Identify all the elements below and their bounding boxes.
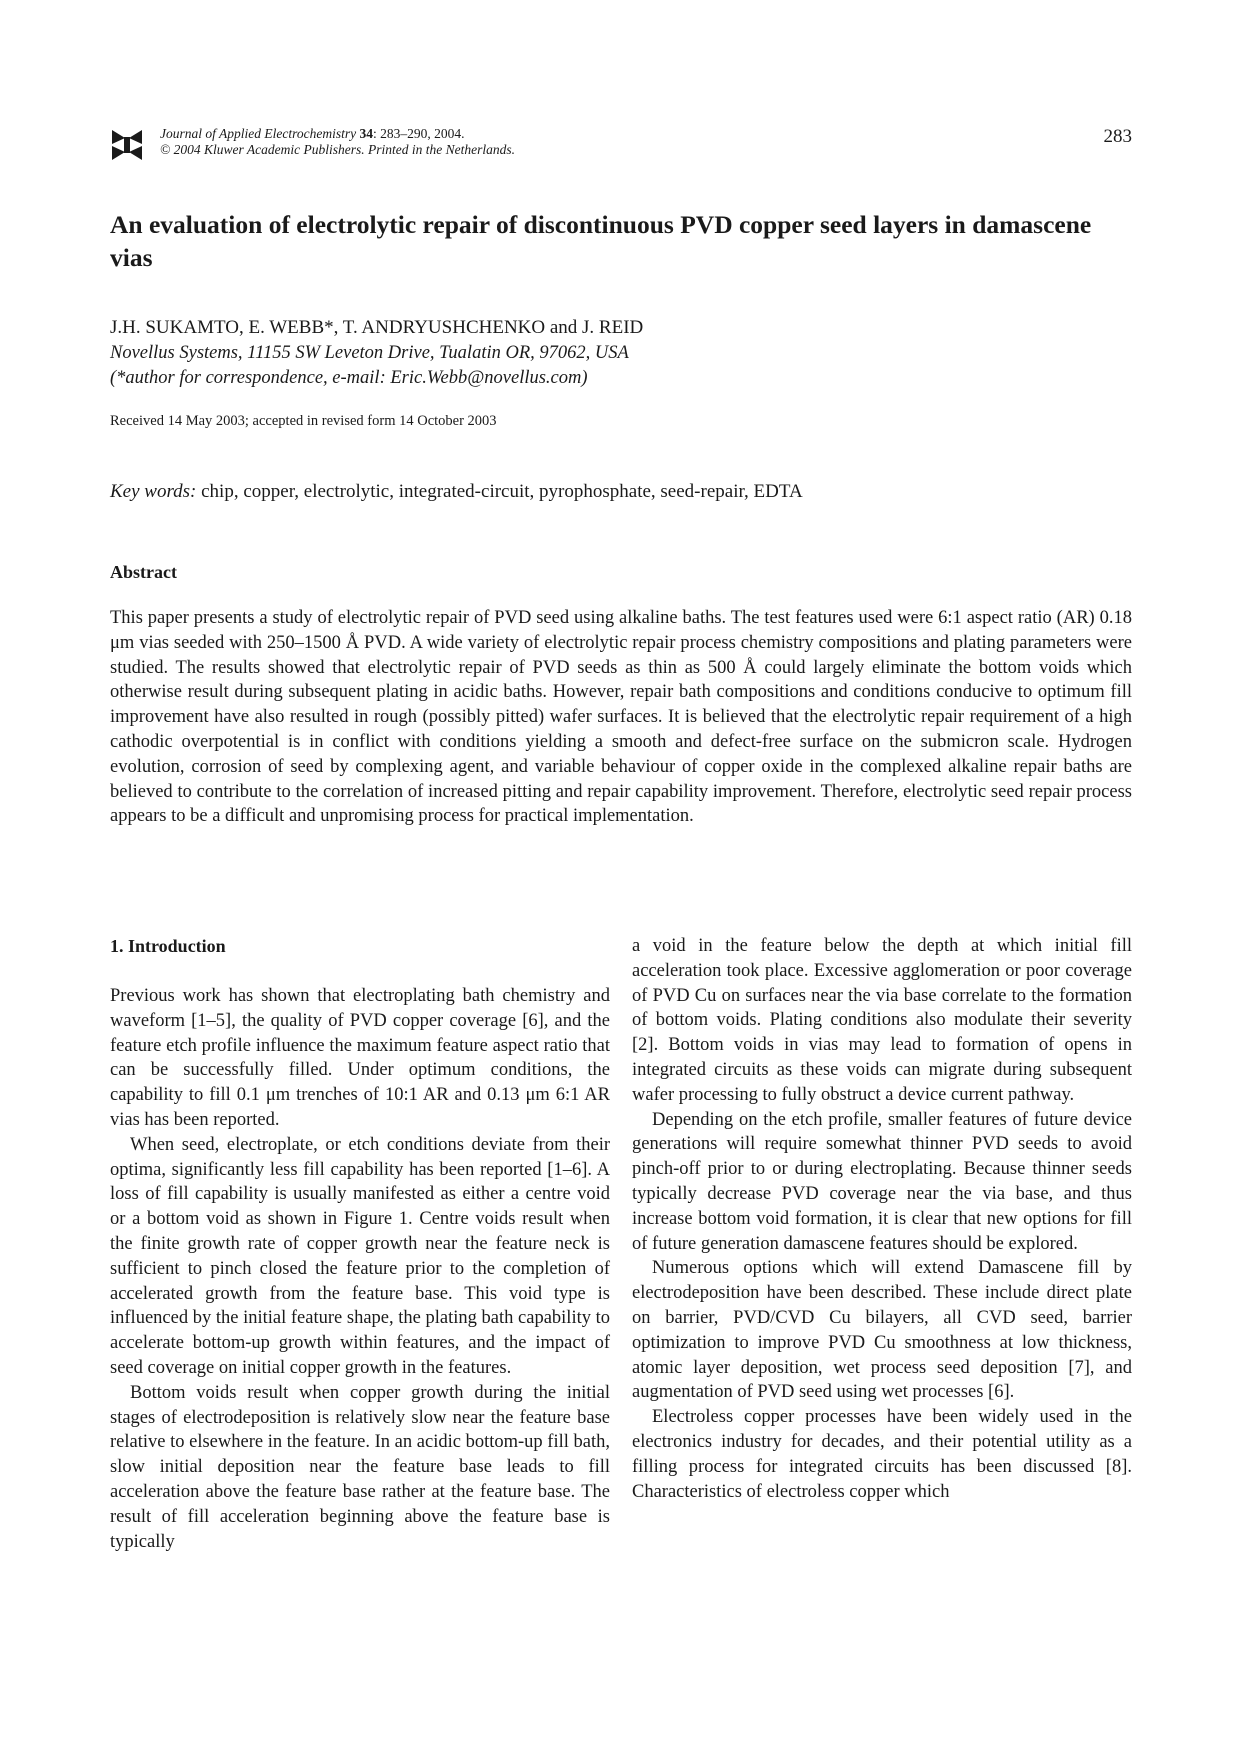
page-number: 283 xyxy=(1103,126,1132,147)
journal-pages: : 283–290, 2004. xyxy=(372,126,465,141)
publisher-logo-icon xyxy=(110,128,144,162)
paragraph: Previous work has shown that electroplating bath chemistry and waveform [1–5], the quality of PVD copper coverage [6], and the feature etch profile influence the maximum feature aspect ratio that can be successfully filled. Under optimum conditions, the capability to fill 0.1 μm trenches of 10:1 AR and 0.13 μm 6:1 AR vias has been reported. xyxy=(110,986,610,1130)
affiliation: Novellus Systems, 11155 SW Leveton Drive, Tualatin OR, 97062, USA xyxy=(110,343,629,363)
correspondence: (*author for correspondence, e-mail: Eric.Webb@novellus.com) xyxy=(110,368,588,388)
section-heading: 1. Introduction xyxy=(110,936,226,956)
paragraph: a void in the feature below the depth at which initial fill acceleration took place. Excessive agglomeration or poor coverage of PVD Cu on surfaces near the via base correlate to the formation of bottom voids. Plating conditions also modulate their severity [2]. Bottom voids in vias may lead to formation of opens in integrated circuits as these voids can migrate during subsequent wafer processing to fully obstruct a device current pathway. xyxy=(632,936,1132,1105)
journal-volume: 34 xyxy=(359,126,373,141)
copyright-line: © 2004 Kluwer Academic Publishers. Printed in the Netherlands. xyxy=(160,142,515,157)
right-column xyxy=(632,934,1132,1504)
received-date: Received 14 May 2003; accepted in revised form 14 October 2003 xyxy=(110,413,497,429)
paragraph: Depending on the etch profile, smaller features of future device generations will require somewhat thinner PVD seeds to avoid pinch-off prior to or during electroplating. Because thinner seeds typically decrease PVD coverage near the via base, and thus increase bottom void formation, it is clear that new options for fill of future generation damascene features should be explored. xyxy=(632,1109,1132,1254)
article-title: An evaluation of electrolytic repair of discontinuous PVD copper seed layers in damascene vias xyxy=(110,210,1092,272)
keywords-list: chip, copper, electrolytic, integrated-circuit, pyrophosphate, seed-repair, EDTA xyxy=(201,481,803,502)
author-list: J.H. SUKAMTO, E. WEBB*, T. ANDRYUSHCHENKO and J. REID xyxy=(110,317,644,338)
journal-citation xyxy=(160,126,515,158)
abstract-text: This paper presents a study of electrolytic repair of PVD seed using alkaline baths. The test features used were 6:1 aspect ratio (AR) 0.18 μm vias seeded with 250–1500 Å PVD. A wide variety of electrolytic repair process chemistry compositions and plating parameters were studied. The results showed that electrolytic repair of PVD seeds as thin as 500 Å could largely eliminate the bottom voids which otherwise result during subsequent plating in acidic baths. However, repair bath compositions and conditions conducive to optimum fill improvement have also resulted in rough (possibly pitted) wafer surfaces. It is believed that the electrolytic repair requirement of a high cathodic overpotential is in conflict with conditions yielding a smooth and defect-free surface on the submicron scale. Hydrogen evolution, corrosion of seed by complexing agent, and variable behaviour of copper oxide in the complexed alkaline repair baths are believed to contribute to the correlation of increased pitting and repair capability improvement. Therefore, electrolytic seed repair process appears to be a difficult and unpromising process for practical implementation. xyxy=(110,608,1132,827)
paragraph: When seed, electroplate, or etch conditions deviate from their optima, significantly less fill capability has been reported [1–6]. A loss of fill capability is usually manifested as either a centre void or a bottom void as shown in Figure 1. Centre voids result when the finite growth rate of copper growth near the feature neck is sufficient to pinch closed the feature prior to the completion of accelerated growth from the feature base. This void type is influenced by the initial feature shape, the plating bath capability to accelerate bottom-up growth within features, and the impact of seed coverage on initial copper growth in the features. xyxy=(110,1134,610,1378)
abstract-heading: Abstract xyxy=(110,562,177,582)
paragraph: Bottom voids result when copper growth during the initial stages of electrodeposition is relatively slow near the feature base relative to elsewhere in the feature. In an acidic bottom-up fill bath, slow initial deposition near the feature base leads to fill acceleration above the feature base rather at the feature base. The result of fill acceleration beginning above the feature base is typically xyxy=(110,1382,610,1552)
left-column xyxy=(110,934,610,1554)
journal-name: Journal of Applied Electrochemistry xyxy=(160,126,357,141)
paragraph: Electroless copper processes have been widely used in the electronics industry for decades, and their potential utility as a filling process for integrated circuits has been discussed [8]. Characteristics of electroless copper which xyxy=(632,1407,1132,1502)
keywords-label: Key words: xyxy=(110,481,197,502)
keywords xyxy=(110,480,803,504)
paragraph: Numerous options which will extend Damascene fill by electrodeposition have been described. These include direct plate on barrier, PVD/CVD Cu bilayers, all CVD seed, barrier optimization to improve PVD Cu smoothness at low thickness, atomic layer deposition, wet process seed deposition [7], and augmentation of PVD seed using wet processes [6]. xyxy=(632,1258,1132,1403)
